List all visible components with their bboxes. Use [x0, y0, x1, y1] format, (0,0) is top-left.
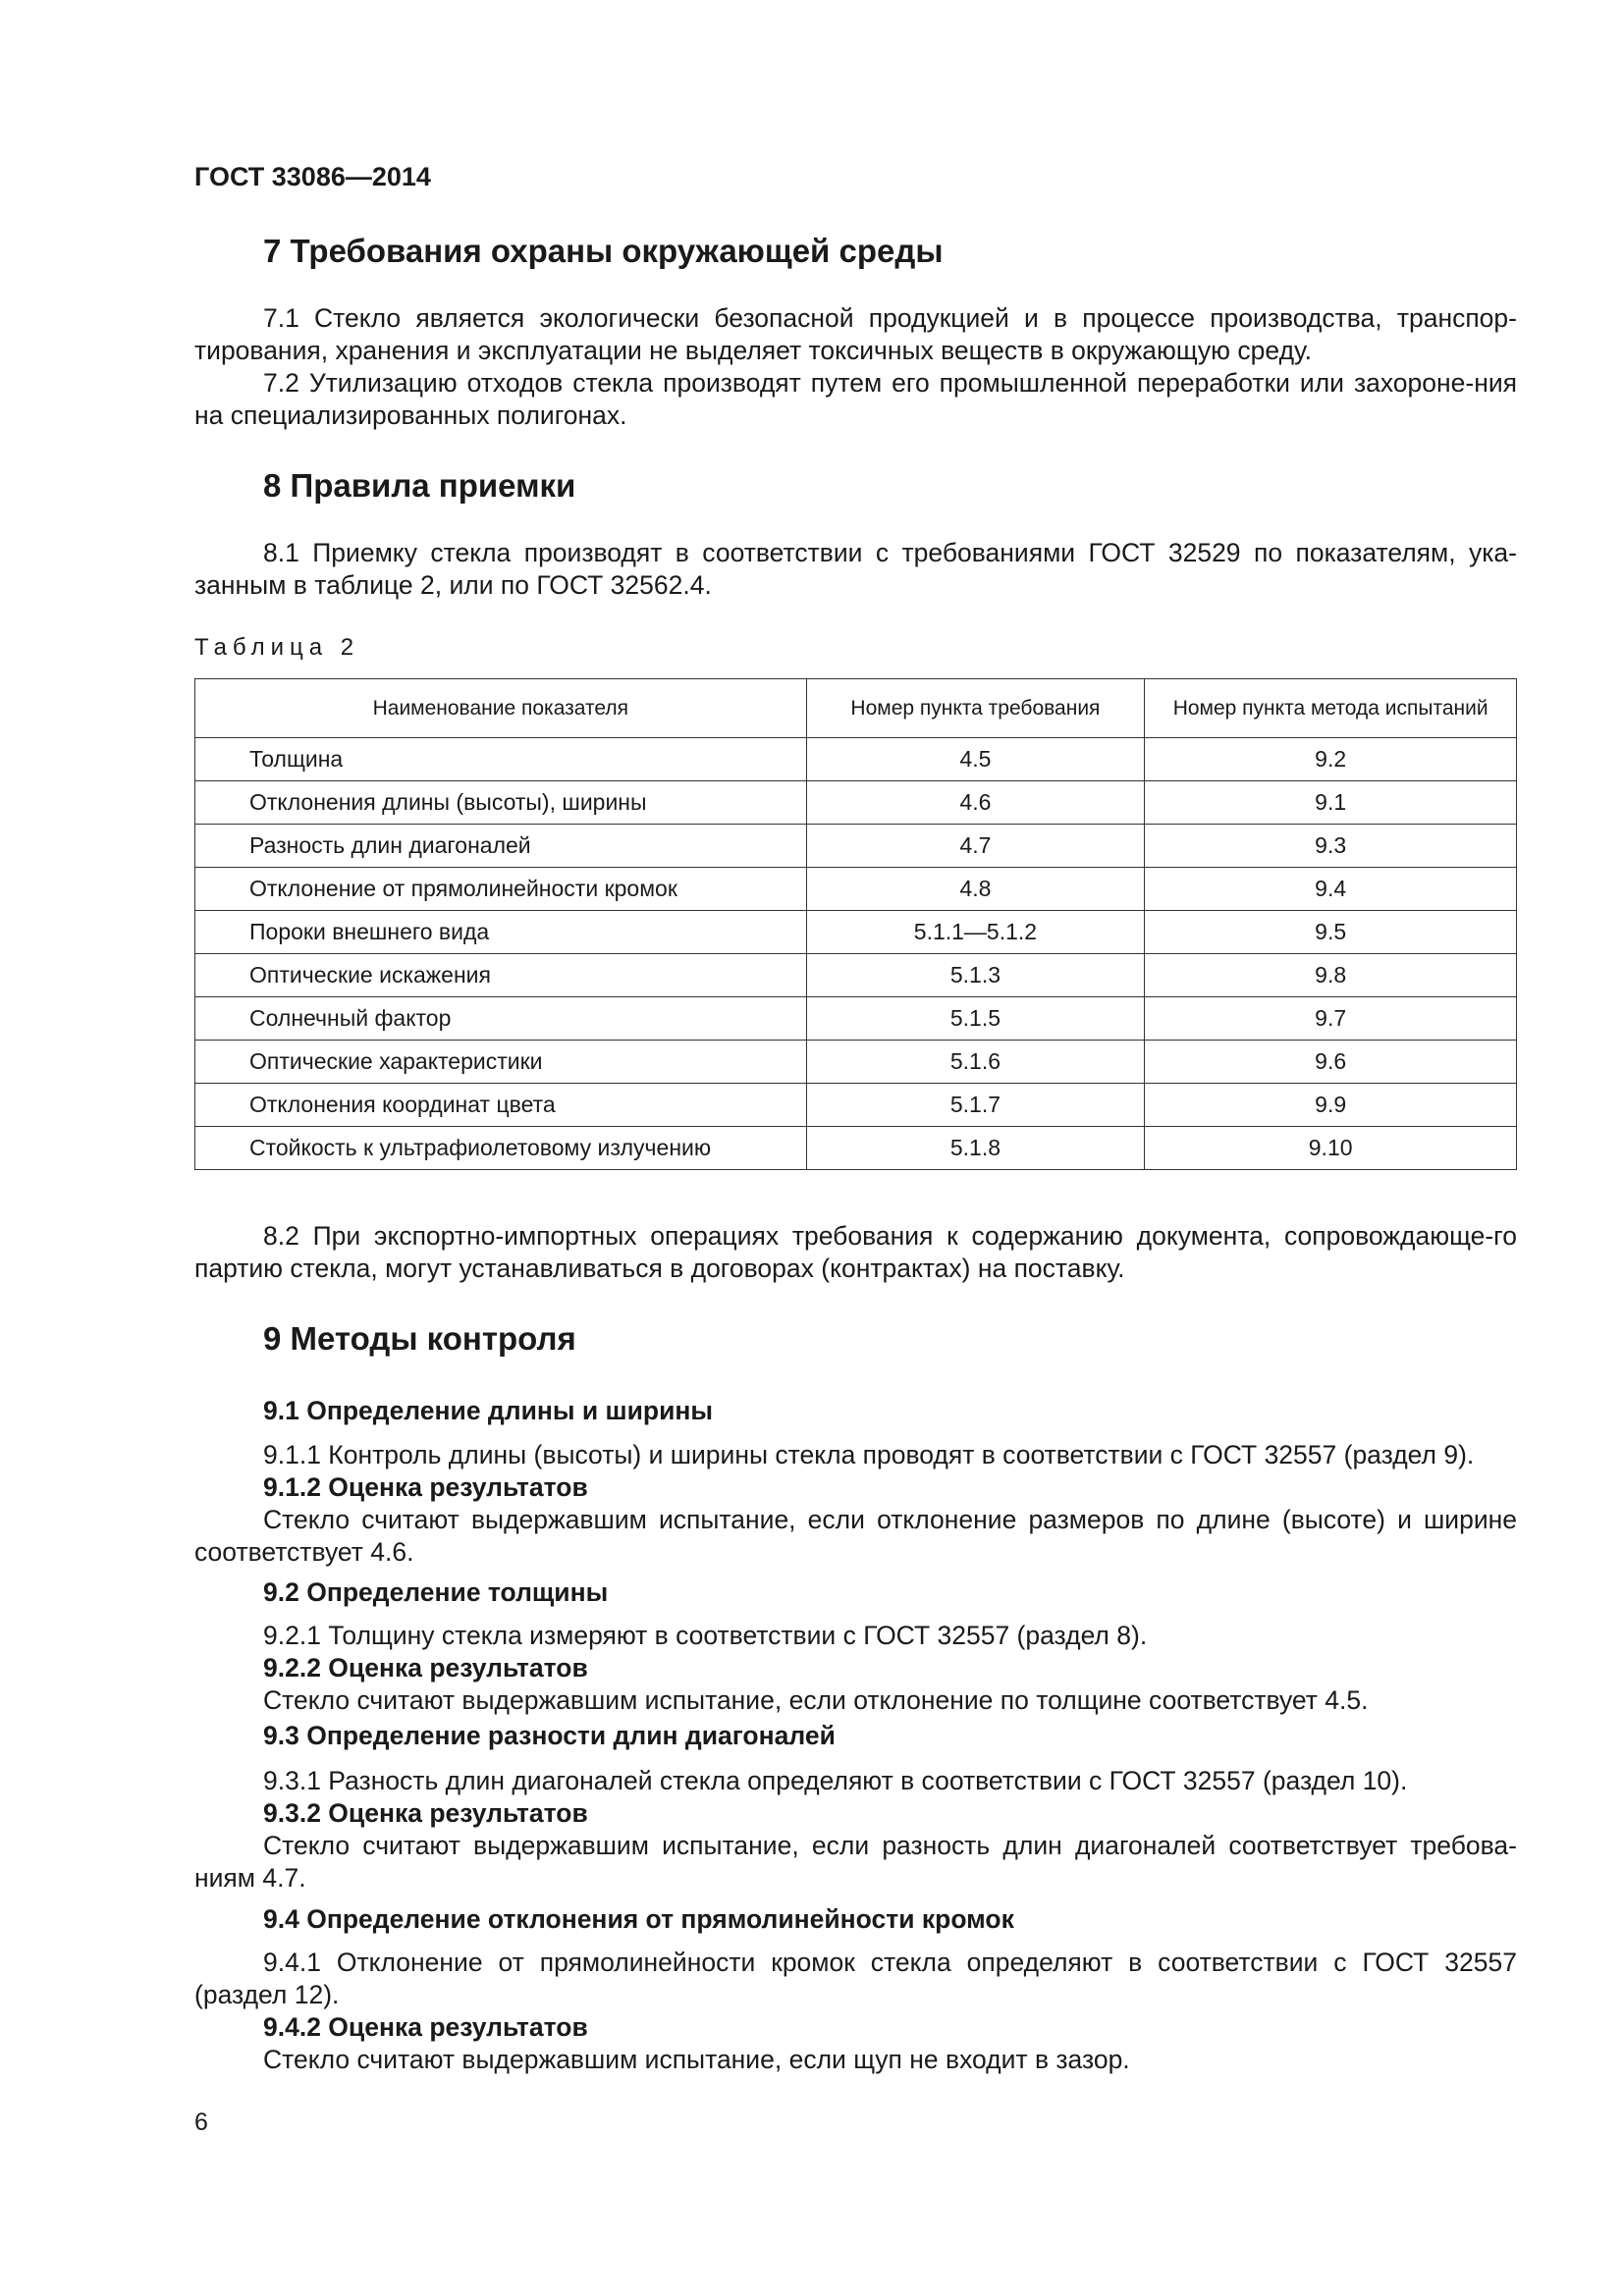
table-cell: 4.5 [806, 738, 1145, 781]
paragraph-9-4-2: Стекло считают выдержавшим испытание, если щуп не входит в зазор. [263, 2045, 1130, 2074]
section-8-title: 8 Правила приемки [263, 467, 576, 504]
table-cell: Солнечный фактор [195, 997, 807, 1041]
paragraph-9-3-1: 9.3.1 Разность длин диагоналей стекла определяют в соответствии с ГОСТ 32557 (раздел 10). [263, 1766, 1408, 1795]
subsection-9-3-title: 9.3 Определение разности длин диагоналей [263, 1721, 836, 1750]
table-cell: 9.2 [1145, 738, 1517, 781]
table-row [195, 954, 1517, 997]
table-cell: 5.1.5 [806, 997, 1145, 1041]
subsection-9-3-2-title: 9.3.2 Оценка результатов [263, 1798, 588, 1828]
subsection-9-2-title: 9.2 Определение толщины [263, 1577, 609, 1607]
paragraph-8-1: 8.1 Приемку стекла производят в соответствии с требованиями ГОСТ 32529 по показателям, ука-занным в таблице 2, или по ГОСТ 32562.4. [194, 538, 1517, 600]
table-row [195, 738, 1517, 781]
table-cell: Толщина [195, 738, 807, 781]
paragraph-9-4-1: 9.4.1 Отклонение от прямолинейности кромок стекла определяют в соответствии с ГОСТ 32557 (раздел 12). [194, 1948, 1517, 2009]
table-cell: 5.1.7 [806, 1084, 1145, 1127]
paragraph-9-3-2: Стекло считают выдержавшим испытание, если разность длин диагоналей соответствует требова-ниям 4.7. [194, 1831, 1517, 1893]
table-row [195, 825, 1517, 868]
subsection-9-1-2-title: 9.1.2 Оценка результатов [263, 1472, 588, 1502]
table-row [195, 1041, 1517, 1084]
table-cell: 9.1 [1145, 781, 1517, 825]
table-cell: 9.10 [1145, 1127, 1517, 1170]
paragraph-9-2-2: Стекло считают выдержавшим испытание, если отклонение по толщине соответствует 4.5. [263, 1685, 1369, 1715]
document-code: ГОСТ 33086—2014 [194, 162, 431, 191]
table-header-cell: Номер пункта метода испытаний [1145, 679, 1517, 738]
table-cell: 9.4 [1145, 868, 1517, 911]
table-cell: Оптические характеристики [195, 1041, 807, 1084]
table-cell: Разность длин диагоналей [195, 825, 807, 868]
table-cell: 9.5 [1145, 911, 1517, 954]
section-7-title: 7 Требования охраны окружающей среды [263, 233, 944, 269]
paragraph-9-1-1: 9.1.1 Контроль длины (высоты) и ширины стекла проводят в соответствии с ГОСТ 32557 (раздел 9). [263, 1440, 1475, 1469]
table-row [195, 781, 1517, 825]
paragraph-7-2: 7.2 Утилизацию отходов стекла производят путем его промышленной переработки или захороне-ния на специализированных полигонах. [194, 368, 1517, 430]
table-cell: 9.7 [1145, 997, 1517, 1041]
table-cell: 5.1.6 [806, 1041, 1145, 1084]
table-row [195, 868, 1517, 911]
table-caption: Таблица 2 [194, 634, 360, 661]
table-cell: Отклонение от прямолинейности кромок [195, 868, 807, 911]
table-2 [194, 678, 1517, 1170]
table-cell: 4.6 [806, 781, 1145, 825]
table-header-cell: Номер пункта требования [806, 679, 1145, 738]
subsection-9-2-2-title: 9.2.2 Оценка результатов [263, 1653, 588, 1682]
table-cell: Стойкость к ультрафиолетовому излучению [195, 1127, 807, 1170]
table-cell: Пороки внешнего вида [195, 911, 807, 954]
paragraph-9-2-1: 9.2.1 Толщину стекла измеряют в соответствии с ГОСТ 32557 (раздел 8). [263, 1621, 1148, 1650]
paragraph-7-1: 7.1 Стекло является экологически безопасной продукцией и в процессе производства, транспор-тирования, хранения и эксплуатации не выделяет токсичных веществ в окружающую среду. [194, 303, 1517, 365]
table-row [195, 1084, 1517, 1127]
table-header-row [195, 679, 1517, 738]
table-row [195, 997, 1517, 1041]
table-cell: 9.8 [1145, 954, 1517, 997]
table-row [195, 911, 1517, 954]
table-cell: 4.7 [806, 825, 1145, 868]
section-9-title: 9 Методы контроля [263, 1320, 576, 1357]
table-cell: 9.6 [1145, 1041, 1517, 1084]
table-cell: Оптические искажения [195, 954, 807, 997]
subsection-9-4-2-title: 9.4.2 Оценка результатов [263, 2012, 588, 2042]
table-cell: 5.1.1—5.1.2 [806, 911, 1145, 954]
paragraph-8-2: 8.2 При экспортно-импортных операциях требования к содержанию документа, сопровождающе-го партию стекла, могут устанавливаться в договорах (контрактах) на поставку. [194, 1221, 1517, 1283]
table-cell: Отклонения длины (высоты), ширины [195, 781, 807, 825]
table-header-cell: Наименование показателя [195, 679, 807, 738]
table-cell: 9.9 [1145, 1084, 1517, 1127]
table-cell: 9.3 [1145, 825, 1517, 868]
subsection-9-4-title: 9.4 Определение отклонения от прямолинейности кромок [263, 1904, 1014, 1934]
table-cell: Отклонения координат цвета [195, 1084, 807, 1127]
table-cell: 4.8 [806, 868, 1145, 911]
page-number: 6 [194, 2109, 208, 2136]
table-row [195, 1127, 1517, 1170]
table-cell: 5.1.8 [806, 1127, 1145, 1170]
paragraph-9-1-2: Стекло считают выдержавшим испытание, если отклонение размеров по длине (высоте) и ширине соответствует 4.6. [194, 1505, 1517, 1567]
subsection-9-1-title: 9.1 Определение длины и ширины [263, 1396, 714, 1425]
table-cell: 5.1.3 [806, 954, 1145, 997]
